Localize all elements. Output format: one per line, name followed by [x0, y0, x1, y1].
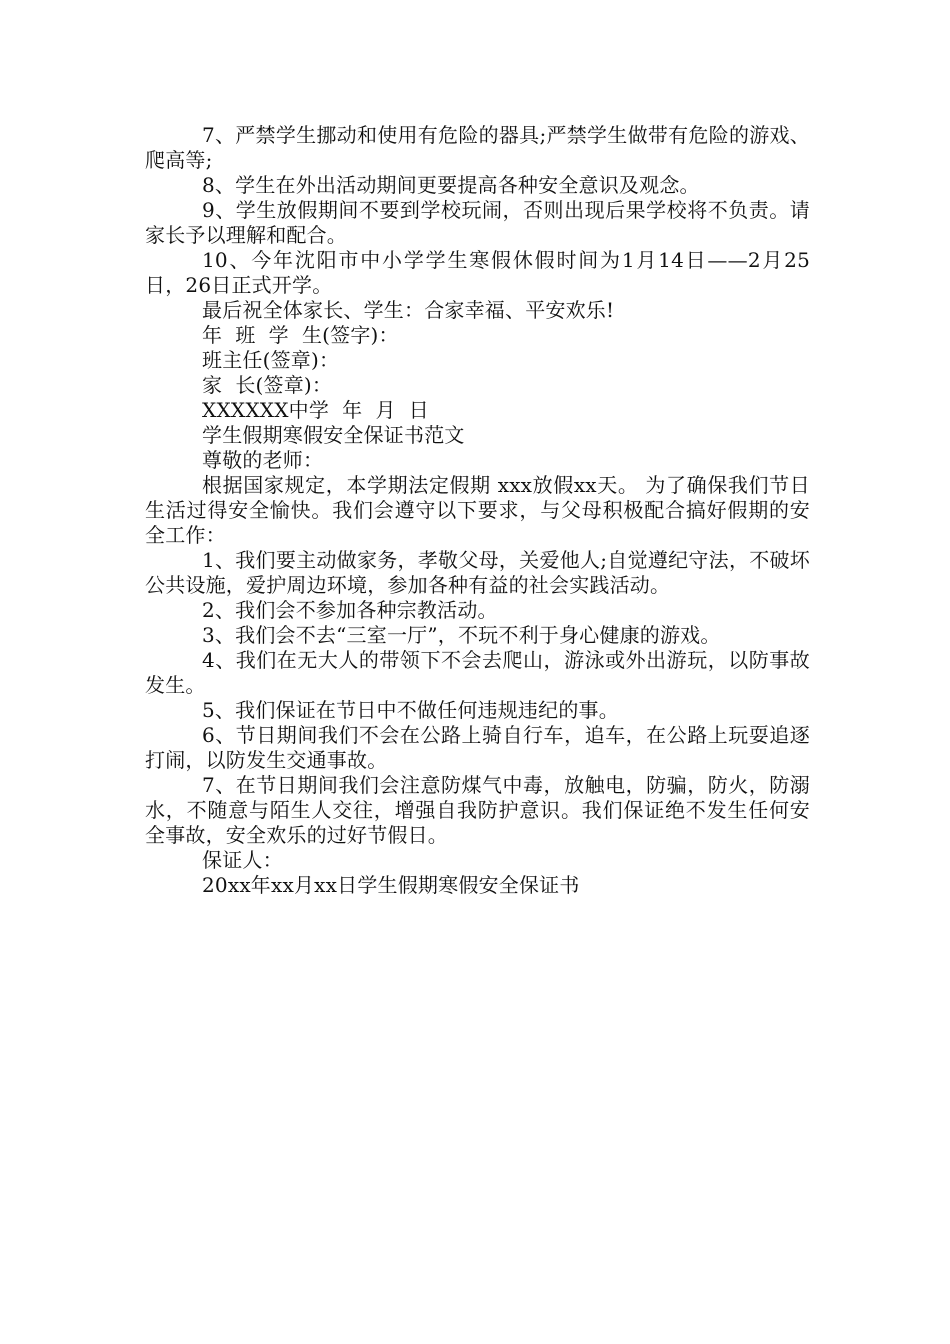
closing-wishes: 最后祝全体家长、学生：合家幸福、平安欢乐! [202, 298, 615, 322]
paragraph-rule-8: 8、学生在外出活动期间更要提高各种安全意识及观念。 [202, 173, 700, 197]
pledge-item-3: 3、我们会不去“三室一厅”，不玩不利于身心健康的游戏。 [202, 623, 721, 647]
salutation: 尊敬的老师： [202, 448, 324, 472]
section-title: 学生假期寒假安全保证书范文 [202, 423, 465, 447]
pledge-item-7: 7、在节日期间我们会注意防煤气中毒，放触电，防骗，防火，防溺水，不随意与陌生人交往，增强自我防护意识。我们保证绝不发生任何安全事故，安全欢乐的过好节假日。 [145, 773, 810, 847]
pledge-item-5: 5、我们保证在节日中不做任何违规违纪的事。 [202, 698, 619, 722]
guarantor-line: 保证人： [202, 848, 283, 872]
intro-paragraph: 根据国家规定，本学期法定假期 xxx放假xx天。 为了确保我们节日生活过得安全愉快。我们会遵守以下要求，与父母积极配合搞好假期的安全工作： [145, 473, 810, 547]
student-signature-line: 年 班 学 生(签字)： [202, 323, 399, 347]
pledge-item-4: 4、我们在无大人的带领下不会去爬山，游泳或外出游玩，以防事故发生。 [145, 648, 810, 697]
paragraph-rule-9: 9、学生放假期间不要到学校玩闹，否则出现后果学校将不负责。请家长予以理解和配合。 [145, 198, 810, 247]
paragraph-rule-10: 10、今年沈阳市中小学学生寒假休假时间为1月14日——2月25日，26日正式开学。 [145, 248, 810, 297]
date-footer: 20xx年xx月xx日学生假期寒假安全保证书 [202, 873, 580, 897]
document-body [145, 123, 810, 898]
school-date-line: XXXXXX中学 年 月 日 [202, 398, 429, 422]
paragraph-rule-7: 7、严禁学生挪动和使用有危险的器具;严禁学生做带有危险的游戏、爬高等; [145, 123, 810, 172]
pledge-item-1: 1、我们要主动做家务，孝敬父母，关爱他人;自觉遵纪守法，不破坏公共设施，爱护周边环境，参加各种有益的社会实践活动。 [145, 548, 810, 597]
parent-signature-line: 家 长(签章)： [202, 373, 333, 397]
pledge-item-6: 6、节日期间我们不会在公路上骑自行车，追车，在公路上玩耍追逐打闹，以防发生交通事故。 [145, 723, 810, 772]
teacher-signature-line: 班主任(签章)： [202, 348, 340, 372]
pledge-item-2: 2、我们会不参加各种宗教活动。 [202, 598, 498, 622]
